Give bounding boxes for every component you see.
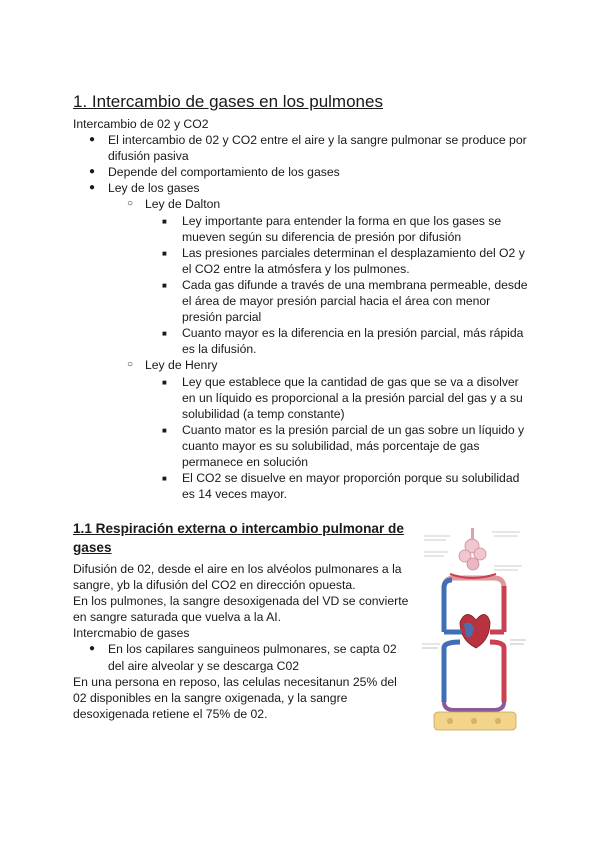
paragraph: En una persona en reposo, las celulas necesitanun 25% del 02 disponibles en la sangre oxigenada, y la sangre desoxigenada retiene el 75% de 02. <box>73 674 397 721</box>
paragraph: Difusión de 02, desde el aire en los alvéolos pulmonares a la sangre, yb la difusión del CO2 en dirección opuesta. <box>73 562 402 593</box>
gas-exchange-diagram <box>420 524 528 734</box>
bullet-icon: ● <box>89 643 96 655</box>
square-bullet-icon: ■ <box>162 216 167 226</box>
list-item: ● El intercambio de 02 y CO2 entre el aire y la sangre pulmonar se produce por difusión pasiva <box>89 133 527 164</box>
list-item: ■ Las presiones parciales determinan el desplazamiento del O2 y el CO2 entre la atmósfera y los pulmones. <box>162 245 525 276</box>
list-item: ■ El CO2 se disuelve en mayor proporción porque su solubilidad es 14 veces mayor. <box>162 471 520 502</box>
square-bullet-icon: ■ <box>162 329 167 339</box>
list-item: ■ Ley que establece que la cantidad de gas que se va a disolver en un líquido es proporcional a la presión parcial del gas y a su solubilidad (a temp constante) <box>162 374 523 421</box>
square-bullet-icon: ■ <box>162 248 167 258</box>
main-bullet-list <box>73 132 533 502</box>
section-1-title: 1. Intercambio de gases en los pulmones <box>73 92 383 111</box>
intro-line: Intercambio de 02 y CO2 <box>73 117 209 131</box>
circle-bullet-icon: ○ <box>127 359 134 371</box>
square-bullet-icon: ■ <box>162 425 167 435</box>
list-item: ● En los capilares sanguineos pulmonares, se capta 02 del aire alveolar y se descarga C02 <box>89 642 397 673</box>
paragraph: En los pulmones, la sangre desoxigenada del VD se convierte en sangre saturada que vuelva a la AI. <box>73 594 409 625</box>
list-item: ■ Cada gas difunde a través de una membrana permeable, desde el área de mayor presión parcial hacia el área con menor presión parcial <box>162 277 528 325</box>
tissue-cells-icon <box>434 712 516 730</box>
square-bullet-icon: ■ <box>162 280 167 290</box>
paragraph: Intercmabio de gases <box>73 626 190 641</box>
heart-icon <box>460 614 490 648</box>
section-1-body <box>73 116 533 502</box>
square-bullet-icon: ■ <box>162 474 167 484</box>
list-item: ■ Ley importante para entender la forma en que los gases se mueven según su diferencia de presión por difusión <box>162 213 502 244</box>
gas-exchange-diagram-icon <box>420 524 528 734</box>
exchange-bullet-list <box>73 641 413 673</box>
square-bullet-icon: ■ <box>162 377 167 387</box>
bullet-icon: ● <box>89 166 96 178</box>
bullet-icon: ● <box>89 134 96 146</box>
bullet-icon: ● <box>89 182 96 194</box>
list-item: ■ Cuanto mayor es la diferencia en la presión parcial, más rápida es la difusión. <box>162 326 524 357</box>
circle-bullet-icon: ○ <box>127 198 134 210</box>
list-item: ● Depende del comportamiento de los gases <box>89 165 340 180</box>
alveoli-icon <box>459 528 486 570</box>
list-item: ■ Cuanto mator es la presión parcial de un gas sobre un líquido y cuanto mayor es su solubilidad, más porcentaje de gas permanece en solución <box>162 422 525 469</box>
list-item-henry: ○ Ley de Henry <box>127 358 218 373</box>
section-1-1-title: 1.1 Respiración externa o intercambio pulmonar de gases <box>73 521 404 555</box>
list-item: ● Ley de los gases <box>89 181 200 196</box>
list-item-dalton: ○ Ley de Dalton <box>127 197 221 212</box>
section-1-1-body <box>73 561 413 722</box>
